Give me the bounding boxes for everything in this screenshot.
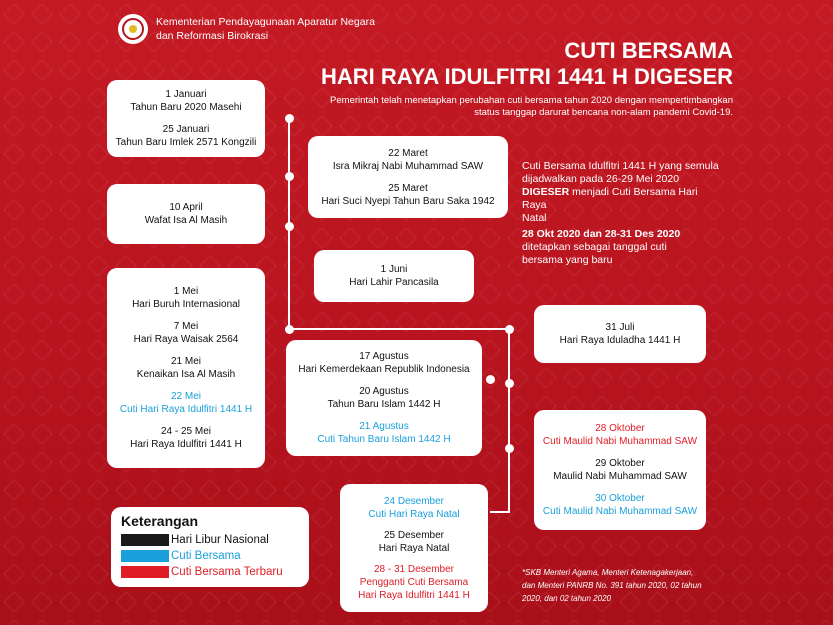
holiday-date: 21 Mei [170, 356, 201, 367]
holiday-name: Tahun Baru 2020 Masehi [130, 102, 242, 113]
holiday-date: 7 Mei [173, 321, 199, 332]
holiday-entry [111, 123, 261, 149]
timeline-dot [285, 222, 294, 231]
holiday-card-july [534, 305, 706, 363]
holiday-entry [290, 350, 478, 376]
holiday-entry [111, 355, 261, 381]
info-line: ditetapkan sebagai tanggal cuti [522, 241, 667, 253]
legend-label: Cuti Bersama Terbaru [171, 566, 283, 578]
holiday-date: 20 Agustus [359, 386, 409, 397]
cuti-bersama-entry [111, 390, 261, 416]
legend-swatch [121, 550, 169, 562]
timeline-second-vertical [508, 328, 510, 513]
legend [111, 507, 309, 587]
info-paragraph-1 [522, 160, 722, 225]
holiday-entry [318, 263, 470, 289]
holiday-name: Pengganti Cuti Bersama [359, 576, 469, 588]
ministry-name-line1: Kementerian Pendayagunaan Aparatur Negara [156, 16, 375, 28]
holiday-date: 24 Desember [383, 495, 445, 507]
page-title-line2: HARI RAYA IDULFITRI 1441 H DIGESER [321, 64, 733, 89]
info-paragraph-2 [522, 228, 722, 267]
holiday-date: 25 Desember [383, 529, 445, 541]
holiday-name: Maulid Nabi Muhammad SAW [553, 471, 687, 482]
holiday-name: Isra Mikraj Nabi Muhammad SAW [332, 160, 484, 172]
footnote-line: dan Menteri PANRB No. 391 tahun 2020, 02 tahun [522, 581, 702, 590]
holiday-card-march [308, 136, 508, 218]
holiday-date: 1 Januari [165, 89, 207, 100]
holiday-entry [111, 201, 261, 227]
info-line: Cuti Bersama Idulfitri 1441 H yang semula [522, 160, 719, 172]
holiday-entry [111, 285, 261, 311]
holiday-card-june [314, 250, 474, 302]
holiday-name: Hari Suci Nyepi Tahun Baru Saka 1942 [321, 195, 495, 207]
holiday-name: Hari Raya Natal [378, 542, 450, 554]
timeline-dot [505, 325, 514, 334]
holiday-date: 28 - 31 Desember [373, 563, 455, 575]
timeline-dot [285, 114, 294, 123]
holiday-entry [312, 147, 504, 173]
holiday-date: 17 Agustus [359, 351, 409, 362]
holiday-name: Tahun Baru Islam 1442 H [327, 399, 441, 410]
holiday-name: Hari Lahir Pancasila [349, 277, 439, 288]
info-line: bersama yang baru [522, 254, 613, 266]
holiday-name: Cuti Tahun Baru Islam 1442 H [317, 434, 451, 445]
holiday-name: Hari Raya Idulfitri 1441 H [130, 439, 242, 450]
holiday-date: 1 Mei [173, 286, 199, 297]
footnote [522, 566, 732, 605]
info-line [522, 186, 722, 212]
holiday-entry [312, 182, 504, 208]
footnote-line: 2020, dan 02 tahun 2020 [522, 594, 611, 603]
legend-item [121, 548, 299, 564]
holiday-name: Cuti Hari Raya Natal [368, 508, 460, 520]
legend-title: Keterangan [121, 513, 199, 529]
timeline-dot [505, 444, 514, 453]
legend-item [121, 564, 299, 580]
holiday-entry [290, 385, 478, 411]
holiday-entry [111, 320, 261, 346]
holiday-date: 25 Maret [388, 182, 428, 194]
holiday-name: Cuti Maulid Nabi Muhammad SAW [542, 506, 698, 517]
ministry-logo-icon [118, 14, 148, 44]
holiday-card-april [107, 184, 265, 244]
holiday-card-august [286, 340, 482, 456]
cuti-bersama-entry [538, 492, 702, 518]
holiday-date: 28 Oktober [595, 423, 645, 434]
holiday-entry [111, 88, 261, 114]
holiday-name: Hari Raya Iduladha 1441 H [559, 335, 681, 346]
holiday-date: 24 - 25 Mei [160, 426, 212, 437]
ministry-header [118, 14, 375, 44]
holiday-date: 22 Mei [170, 391, 201, 402]
timeline-end-horizontal [490, 511, 510, 513]
footnote-line: *SKB Menteri Agama, Menteri Ketenagakerjaan, [522, 568, 694, 577]
info-line: Natal [522, 212, 547, 224]
cuti-bersama-entry [290, 420, 478, 446]
info-emphasis: DIGESER [522, 186, 570, 198]
holiday-date: 1 Juni [380, 264, 408, 275]
holiday-card-may [107, 268, 265, 468]
timeline-horizontal [288, 328, 510, 330]
holiday-entry [344, 529, 484, 555]
holiday-entry [538, 457, 702, 483]
legend-item [121, 532, 299, 548]
holiday-date: 10 April [169, 202, 203, 213]
holiday-name: Kenaikan Isa Al Masih [136, 369, 236, 380]
info-line-rest: menjadi Cuti Bersama Hari Raya [522, 186, 698, 211]
holiday-entry [111, 425, 261, 451]
holiday-name: Tahun Baru Imlek 2571 Kongzili [115, 137, 257, 148]
holiday-date: 25 Januari [162, 124, 210, 135]
legend-swatch [121, 534, 169, 546]
page-title-line1: CUTI BERSAMA [564, 38, 733, 63]
holiday-name: Hari Buruh Internasional [132, 299, 240, 310]
holiday-name-line2: Hari Raya Idulfitri 1441 H [358, 589, 470, 601]
cuti-bersama-entry [344, 495, 484, 521]
timeline-dot [285, 325, 294, 334]
timeline-dot [285, 172, 294, 181]
ministry-name-line2: dan Reformasi Birokrasi [156, 30, 269, 42]
cuti-bersama-terbaru-entry [344, 563, 484, 602]
holiday-date: 22 Maret [388, 147, 428, 159]
page-subtitle: Pemerintah telah menetapkan perubahan cuti bersama tahun 2020 dengan mempertimbangkan status tanggap darurat bencana non-alam pandemi Covid-19. [330, 95, 733, 118]
holiday-name: Hari Raya Waisak 2564 [133, 334, 239, 345]
holiday-entry [538, 321, 702, 347]
holiday-name: Cuti Hari Raya Idulfitri 1441 H [119, 404, 253, 415]
holiday-date: 30 Oktober [595, 493, 645, 504]
holiday-name: Wafat Isa Al Masih [144, 215, 228, 226]
cuti-bersama-terbaru-entry [538, 422, 702, 448]
timeline-dot [505, 379, 514, 388]
info-emphasis: 28 Okt 2020 dan 28-31 Des 2020 [522, 228, 681, 240]
ministry-name [156, 15, 375, 43]
timeline-dot [486, 375, 495, 384]
legend-swatch [121, 566, 169, 578]
holiday-date: 29 Oktober [595, 458, 645, 469]
holiday-name: Hari Kemerdekaan Republik Indonesia [298, 364, 470, 375]
legend-label: Hari Libur Nasional [171, 534, 269, 546]
holiday-card-january [107, 80, 265, 157]
holiday-date: 21 Agustus [359, 421, 409, 432]
holiday-card-october [534, 410, 706, 530]
info-line: dijadwalkan pada 26-29 Mei 2020 [522, 173, 680, 185]
holiday-name: Cuti Maulid Nabi Muhammad SAW [542, 436, 698, 447]
holiday-card-december [340, 484, 488, 612]
holiday-date: 31 Juli [605, 322, 635, 333]
legend-label: Cuti Bersama [171, 550, 241, 562]
